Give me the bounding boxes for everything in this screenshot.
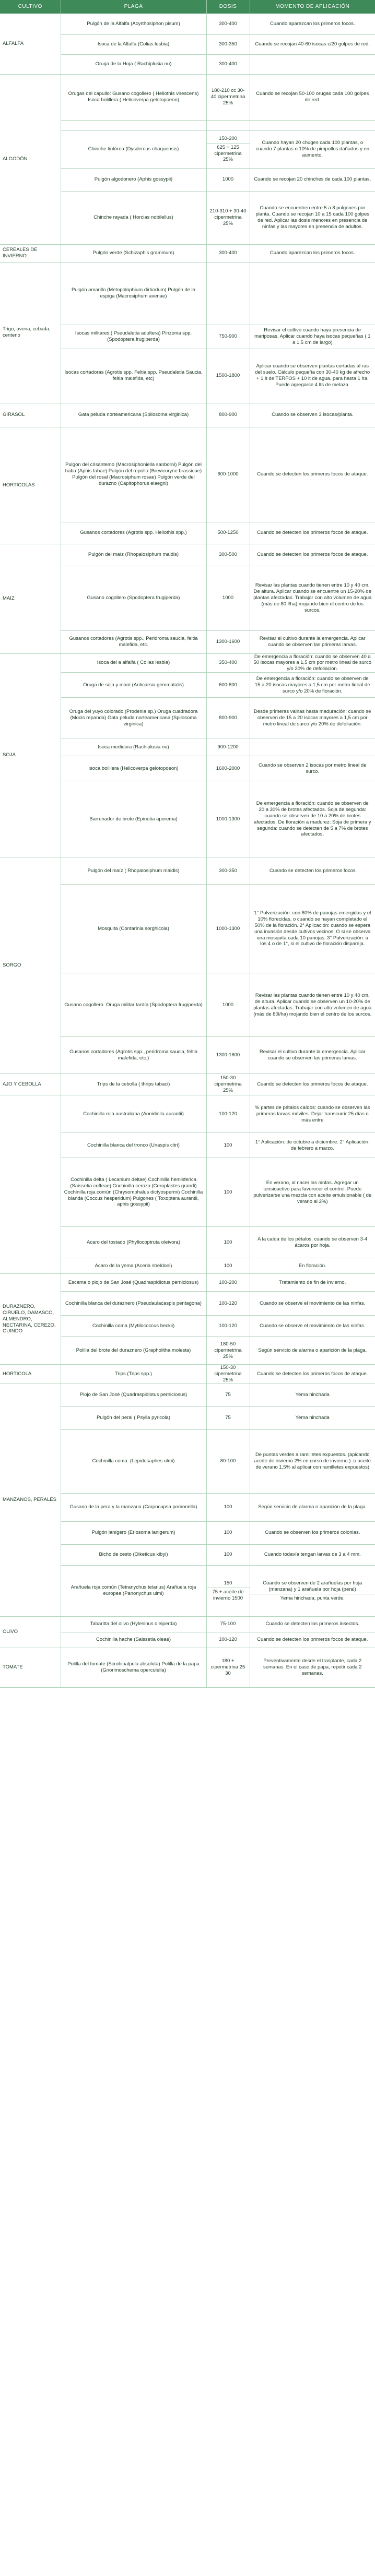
- timing-cell: [250, 120, 375, 130]
- timing-cell: Revisar el cultivo durante la emergencia. Aplicar cuando se observen las primeras larvas.: [250, 1037, 375, 1074]
- table-body: [0, 14, 375, 1687]
- pest-cell: Oruga de soja y maní (Anticarsia gemmatalis): [61, 673, 206, 698]
- pest-cell: Cochinilla coma: (Lepidosaphes ulmi): [61, 1429, 206, 1493]
- pest-cell: Tabaritta del olivo (Hylesinus oleiperda): [61, 1616, 206, 1632]
- crop-name: AJO Y CEBOLLA: [0, 1074, 61, 1095]
- timing-cell: Cuando se observen los primeros colonias.: [250, 1521, 375, 1544]
- table-row: [0, 1074, 375, 1095]
- pest-cell: Pulgón del crisantemo (Macrosiphoniella sanborni) Pulgón del haba (Aphis fabae) Pulgón del repollo (Brevicoryne brassicae) Pulgón del rosal (Macrosiphum rosae) Pulgón verde del durazno (Capitophorus elaegni): [61, 427, 206, 522]
- dose-cell: 900-1200: [206, 738, 250, 756]
- timing-cell: Cuando se recojan 20 chinches de cada 100 plantas.: [250, 168, 375, 191]
- timing-cell: [250, 262, 375, 325]
- timing-cell: A la caída de los pétalos, cuando se observen 3-4 ácaros por hoja.: [250, 1227, 375, 1258]
- pest-cell: Bicho de cesto (Oiketicus kibyi): [61, 1544, 206, 1565]
- pest-cell: Isoca de la Alfalfa (Colias lesbia): [61, 34, 206, 54]
- pest-cell: Polilla del brote del duraznero (Grapholitha molesta): [61, 1337, 206, 1365]
- dose-cell: 180-210 cc 30-40 cipermetrina 25%: [206, 74, 250, 120]
- crop-name: SORGO: [0, 857, 61, 1074]
- pest-cell: Cochinilla roja australiana (Aonidiella aurantii): [61, 1095, 206, 1133]
- pest-cell: Isoca bolillera (Helicoverpa gelotopoeon): [61, 756, 206, 781]
- timing-cell: De emergencia a floración: cuando se observen 40 a 50 isocas mayores a 1,5 cm por metro lineal de surco y/o 20% de defoliación.: [250, 653, 375, 673]
- timing-cell: Cuando aparezcan los primeros focos.: [250, 14, 375, 34]
- dose-cell: 100-200: [206, 1274, 250, 1292]
- dose-cell: 350-400: [206, 653, 250, 673]
- crop-name: ALGODÓN: [0, 74, 61, 244]
- timing-cell: Cuando se recojan 40-60 isocas c/20 golpes de red.: [250, 34, 375, 54]
- dose-cell: 100-120: [206, 1095, 250, 1133]
- crop-name: DURAZNERO, CIRUELO, DAMASCO, ALMENDRO, NECTARINA, CEREZO, GUINDO: [0, 1274, 61, 1365]
- dose-cell: 1300-1600: [206, 1037, 250, 1074]
- timing-cell: De emergencia a floración: cuando se observen de 20 a 30% de brotes afectados. Soja de segunda: cuando se observen de 10 a 20% de brotes afectados. De floración a madurez: Soja de primera y segunda: cuando se detecten de 5 a 7% de brotes afectados.: [250, 781, 375, 857]
- table-row: [0, 427, 375, 522]
- dose-cell: 80-100: [206, 1429, 250, 1493]
- dose-cell: 1000-1300: [206, 781, 250, 857]
- timing-cell: Cuando se detecten los primeros focos: [250, 857, 375, 885]
- timing-cell: Yema hinchada: [250, 1406, 375, 1429]
- table-row: [0, 544, 375, 566]
- dose-cell: 150-30 cipermetrina 25%: [206, 1074, 250, 1095]
- dose-cell: 100-120: [206, 1316, 250, 1337]
- pest-cell: Oruga de la Hoja ( Rachiplusia nu): [61, 54, 206, 74]
- crop-name: HORTICOLA: [0, 1365, 61, 1384]
- pest-cell: Cochinilla coma (Mytilococcus beckii): [61, 1316, 206, 1337]
- header-momento: MOMENTO DE APLICACIÓN: [250, 0, 375, 14]
- timing-cell: [250, 54, 375, 74]
- pest-cell: Chinche rayada ( Horcias nobilellus): [61, 191, 206, 244]
- table-row: [0, 1365, 375, 1384]
- timing-cell: Revisar las plantas cuando tienen entre 10 y 40 cm. De altura. Aplicar cuando se encuentre un 15-20% de plantas afectadas. Trabajar con alto volumen de agua (más de 80 l/ha) mojando bien el centro de los surcos.: [250, 566, 375, 630]
- timing-cell: Cuando se observen 3 isocas/planta.: [250, 403, 375, 427]
- timing-cell: Cuando se observe el movimiento de las ninfas.: [250, 1292, 375, 1316]
- pest-cell: Cochinilla blanca del tronco (Unaspis citri): [61, 1133, 206, 1158]
- timing-cell: Yema hinchada: [250, 1384, 375, 1406]
- dose-cell: [206, 120, 250, 130]
- pest-cell: Isocas cortadoras (Agrotis spp. Feltia spp. Pseudaletia Saucia, feltia malefida, etc): [61, 349, 206, 403]
- pest-cell: Pulgón amarillo (Metopolophium dirhodum) Pulgón de la espiga (Macrosiphum avenae): [61, 262, 206, 325]
- table-row: [0, 1095, 375, 1133]
- dose-cell: 100-120: [206, 1292, 250, 1316]
- table-row: [0, 262, 375, 325]
- dose-cell: 180 + cipermetrina 25 30: [206, 1648, 250, 1687]
- dose-cell: 75: [206, 1406, 250, 1429]
- dose-cell: 100-120: [206, 1632, 250, 1648]
- timing-cell: Cuando se observen de 2 arañuelas por hoja (manzana) y 1 arañuela por hoja (peral) Yema hinchada, punta verde.: [250, 1565, 375, 1616]
- crop-name: ALFALFA: [0, 14, 61, 74]
- header-dosis: DOSIS: [206, 0, 250, 14]
- pest-cell: Cochinilla hache (Saissetia oleae): [61, 1632, 206, 1648]
- table-row: [0, 403, 375, 427]
- dose-cell: 100: [206, 1133, 250, 1158]
- pest-cell: Piojo de San José (Quadraspidiotus perniciosus): [61, 1384, 206, 1406]
- timing-cell: De puntas verdes a ramilletes expuestos. (apicando aceite de invierno 2% en curso de invierno.). o aceite de verano 1,5% al aplicar con ramilletes expuestos): [250, 1429, 375, 1493]
- crop-name: SOJA: [0, 653, 61, 857]
- pest-cell: Arañuela roja común (Tetranychus telarius) Arañuela roja europea (Panonychus ulmi): [61, 1565, 206, 1616]
- pest-cell: Orugas del capullo: Gusano cogollero ( Heliothis virescens) Isoca bolillera ( Helicoverpa gelotopoeon): [61, 74, 206, 120]
- table-row: [0, 74, 375, 120]
- timing-cell: Cuando se encuentren entre 5 a 8 pulgones por planta. Cuando se recojan 10 a 15 cada 100 golpes de red. Aplicar las dosis menores en presencia de ninfas y las mayores en presencia de adultos.: [250, 191, 375, 244]
- dose-cell: 800-900: [206, 403, 250, 427]
- dose-cell: 150-200 625 + 125 cipermetrina 25%: [206, 130, 250, 168]
- timing-cell: En verano, al nacer las ninfas. Agregar un tensioactivo para favorecer el control. Puede pulverizarse una mezcla con aceite emulsionable ( de verano al 2%): [250, 1158, 375, 1227]
- timing-cell: Cuando se detecten los primeros focos de ataque.: [250, 522, 375, 544]
- pest-cell: Gusano cogollero (Spodoptera frugiperda): [61, 566, 206, 630]
- pest-cell: Gusano de la pera y la manzana (Carpocapsa pomonella): [61, 1493, 206, 1521]
- dose-cell: 1000: [206, 168, 250, 191]
- timing-cell: Revisar las plantas cuando tienen entre 10 y 40 cm. de altura. Aplicar cuando se observen un 10-20% de plantas afectadas. Trabajar con alto volumen de agua (más de 80l/ha) mojando bien el centro de los surcos.: [250, 973, 375, 1037]
- dose-cell: 800-900: [206, 698, 250, 738]
- timing-cell: De emergencia a floración: cuando se observen de 15 a 20 isocas mayores a 1,5 cm por metro lineal de surco y/o 20% de floración.: [250, 673, 375, 698]
- timing-cell: Cuando se recojan 50-100 orugas cada 100 golpes de red.: [250, 74, 375, 120]
- timing-cell: Cuando se detecten los primeros focos de ataque.: [250, 544, 375, 566]
- dose-cell: 300-400: [206, 244, 250, 262]
- pest-cell: Gusanos cortadores (Agrotis spp. Heliothis spp.): [61, 522, 206, 544]
- dose-cell: 1000: [206, 973, 250, 1037]
- dose-cell: 750-900: [206, 325, 250, 349]
- pest-cell: Isocas militares ( Pseudaletia adultera) Pinzonia spp. (Spodoptera frugiperda): [61, 325, 206, 349]
- dose-cell: 100: [206, 1544, 250, 1565]
- pest-cell: Pulgón del maíz (Rhopalosiphum maidis): [61, 544, 206, 566]
- timing-cell: Cuando se observe el movimiento de las ninfas.: [250, 1316, 375, 1337]
- dose-cell: 75-100: [206, 1616, 250, 1632]
- pest-cell: Gata peluda norteamericana (Spilosoma virginica): [61, 403, 206, 427]
- table-row: [0, 1384, 375, 1406]
- crop-name: GIRASOL: [0, 403, 61, 427]
- timing-cell: 1° Pulverización: con 80% de panojas emergidas y el 10% florecidas, o cuando se hayan completado el 50% de la floración. 2° Aplicación: cuando se espera una invasión desde cultivos vecinos. O si se observa una mosquita cada 10 panojas. 3° Pulverización: a los 4 o de 1°, si el cultivo de floración dispareja.: [250, 885, 375, 973]
- table-row: [0, 244, 375, 262]
- crop-name: OLIVO: [0, 1616, 61, 1648]
- header-cultivo: CULTIVO: [0, 0, 61, 14]
- timing-cell: Cuando hayan 20 chuges cada 100 plantas, o cuando 7 plantas o 10% de pimpollos dañados y en aumento.: [250, 130, 375, 168]
- dose-cell: 300-400: [206, 14, 250, 34]
- dose-cell: 210-310 + 30-40 cipermetrina 25%: [206, 191, 250, 244]
- timing-cell: Cuando se detecten los primeros focos de ataque.: [250, 1074, 375, 1095]
- timing-cell: Cuando aparezcan los primeros focos.: [250, 244, 375, 262]
- table-row: [0, 1274, 375, 1292]
- pest-cell: Pulgón de la Alfalfa (Acyrthosiphon pisum): [61, 14, 206, 34]
- dose-cell: 180-50 cipermetrina 25%: [206, 1337, 250, 1365]
- crop-name: HORTICOLAS: [0, 427, 61, 544]
- table-row: [0, 1616, 375, 1632]
- pest-cell: Cochinilla blanca del duraznero (Pseudaulacaspis pentagona): [61, 1292, 206, 1316]
- table-row: [0, 14, 375, 34]
- pest-cell: Pulgón del peral ( Psylla pyricola): [61, 1406, 206, 1429]
- dose-cell: 150 75 + aceite de invierno 1500: [206, 1565, 250, 1616]
- dose-cell: 75: [206, 1384, 250, 1406]
- pest-cell: Acaro de la yema (Aceria sheldoni): [61, 1258, 206, 1274]
- crop-name: Trigo, avena, cebada, centeno: [0, 262, 61, 403]
- pest-cell: Gusanos cortadores (Agrotis spp., peridroma saucia, feltia malefida, etc.): [61, 1037, 206, 1074]
- dose-cell: 600-800: [206, 673, 250, 698]
- timing-cell: Según servicio de alarma o aparición de la plaga.: [250, 1337, 375, 1365]
- dose-cell: 1000: [206, 566, 250, 630]
- pest-cell: Gusano cogollero. Oruga militar tardía (Spodoptera frugiperda): [61, 973, 206, 1037]
- dose-cell: 1300-1600: [206, 630, 250, 653]
- dose-cell: 300-350: [206, 857, 250, 885]
- dose-cell: 100: [206, 1158, 250, 1227]
- timing-cell: Cuando se detecten los primeros insectos.: [250, 1616, 375, 1632]
- timing-cell: Cuando se detecten los primeros focos de ataque.: [250, 427, 375, 522]
- dose-cell: 600-1000: [206, 427, 250, 522]
- pest-cell: Trips de la cebolla ( thrips tabaci): [61, 1074, 206, 1095]
- table-row: [0, 857, 375, 885]
- timing-cell: Cuando se detecten los primeros focos de ataque.: [250, 1632, 375, 1648]
- dose-cell: 100: [206, 1493, 250, 1521]
- timing-cell: Cuando todavía tengan larvas de 3 a 4 mm.: [250, 1544, 375, 1565]
- timing-cell: En floración.: [250, 1258, 375, 1274]
- pest-cell: Mosquita (Contarinia sorghicola): [61, 885, 206, 973]
- header-plaga: PLAGA: [61, 0, 206, 14]
- timing-cell: [250, 738, 375, 756]
- table-row: [0, 653, 375, 673]
- pest-cell: Isoca medidora (Rachiplusia nu): [61, 738, 206, 756]
- dose-cell: 300-350: [206, 34, 250, 54]
- timing-cell: Aplicar cuando se observen plantas cortadas al ras del suelo. Cálculo pequeña con 30-40 kg de afrecho + 1 lt de TERFOS + 10 lt de agua, para hasta 1 ha. Puede agregarse 4 lts de melaza.: [250, 349, 375, 403]
- pest-cell: [61, 120, 206, 130]
- pest-cell: Oruga del yuyo colorado (Prodenia sp.) Oruga cuadradora (Mocis repanda) Gata peluda norteamericana (Spilosoma virginica): [61, 698, 206, 738]
- timing-cell: % partes de pétalos caídos: cuando se observen las primeras larvas móviles. Dejar transcurrir 25 días o más entre: [250, 1095, 375, 1133]
- pest-cell: Chinche tintórea (Dysdercus chaquensis): [61, 130, 206, 168]
- timing-cell: Desde primeras vainas hasta maduración: cuando se observen de 15 a 20 isocas mayores a 1,5 cm por metro lineal de surco y/o 20% de defoliación.: [250, 698, 375, 738]
- dose-cell: 100: [206, 1258, 250, 1274]
- pest-cell: Pulgón lanígero (Eriosoma lanigerum): [61, 1521, 206, 1544]
- timing-cell: Tratamiento de fin de invierno.: [250, 1274, 375, 1292]
- dose-cell: 1600-2000: [206, 756, 250, 781]
- dose-cell: 500-1250: [206, 522, 250, 544]
- pest-cell: Trips (Trips spp.): [61, 1365, 206, 1384]
- dose-cell: 150-30 cipermetrina 25%: [206, 1365, 250, 1384]
- table-header-row: [0, 0, 375, 14]
- dose-cell: 300-500: [206, 544, 250, 566]
- timing-cell: Cuando se detecten los primeros focos de ataque.: [250, 1365, 375, 1384]
- pest-cell: Barrenador de brote (Epinotia aporema): [61, 781, 206, 857]
- table-row: [0, 1648, 375, 1687]
- crop-name: MAIZ: [0, 544, 61, 653]
- timing-cell: Cuando se observen 2 isocas por metro lineal de surco.: [250, 756, 375, 781]
- pest-cell: Escama o piojo de San José (Quadraspidiotus perniciosus): [61, 1274, 206, 1292]
- crop-name: MANZANOS, PERALES: [0, 1384, 61, 1616]
- timing-cell: Revisar el cultivo durante la emergencia. Aplicar cuando se observen las primeras larvas.: [250, 630, 375, 653]
- timing-cell: Preventivamente desde el trasplante, cada 2 semanas. En el caso de papa, repetir cada 2 semanas.: [250, 1648, 375, 1687]
- pest-cell: Gusanos cortadores (Agrotis spp., Peridroma saucia, feltia malefida, etc.: [61, 630, 206, 653]
- pest-cell: Pulgón del maíz ( Rhopalosiphum maidis): [61, 857, 206, 885]
- pest-cell: Pulgón algodonero (Aphis gossypii): [61, 168, 206, 191]
- crop-name: TOMATE: [0, 1648, 61, 1687]
- timing-cell: Revisar el cultivo cuando haya presencia de mariposas. Aplicar cuando haya isocas pequeñas ( 1 a 1,5 cm de largo): [250, 325, 375, 349]
- pest-cell: Pulgón verde (Schizaphis graminum): [61, 244, 206, 262]
- pest-cell: Acaro del tostado (Phyllocoptruta oleivora): [61, 1227, 206, 1258]
- dose-cell: 100: [206, 1521, 250, 1544]
- pest-cell: Isoca del a alfalfa ( Colias lesbia): [61, 653, 206, 673]
- dose-cell: 100: [206, 1227, 250, 1258]
- timing-cell: Según servicio de alarma o aparición de la plaga.: [250, 1493, 375, 1521]
- dose-cell: [206, 262, 250, 325]
- crop-name: CEREALES DE INVIERNO:: [0, 244, 61, 262]
- pest-cell: Cochinilla delta ( Lecanium deltae) Cochinilla hemisferica (Saissetia coffeae) Cochinilla ceroza (Ceroplastes grandi) Cochinilla roja común (Chrysomphalus dictyospermi) Cochinilla blanda (Coccus hesperidum) Pulgones ( Toxoptera aurantii, aphis gossypii): [61, 1158, 206, 1227]
- crop-name: [0, 1095, 61, 1274]
- dose-cell: 1000-1300: [206, 885, 250, 973]
- dose-cell: 300-400: [206, 54, 250, 74]
- timing-cell: 1° Aplicación: de octubre a diciembre. 2° Aplicación: de febrero a marzo.: [250, 1133, 375, 1158]
- pest-cell: Polilla del tomate (Scrobipalpula absoluta) Polilla de la papa (Gnorimoschema operculella): [61, 1648, 206, 1687]
- dose-cell: 1500-1800: [206, 349, 250, 403]
